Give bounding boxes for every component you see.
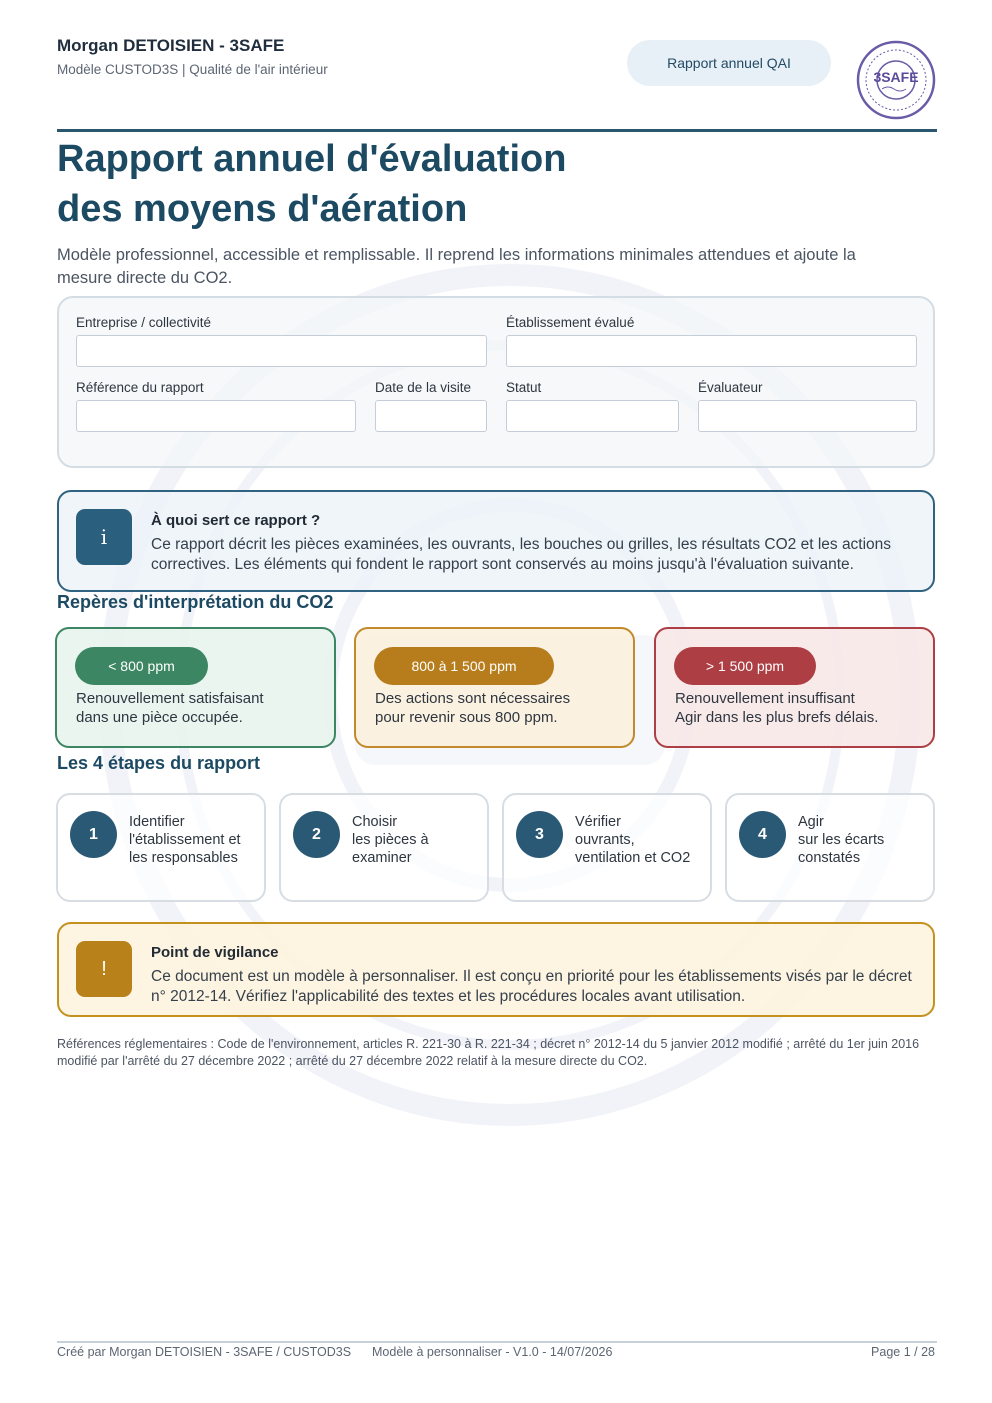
evaluator-label: Évaluateur bbox=[698, 380, 763, 395]
step-number-1: 1 bbox=[70, 811, 117, 858]
step-card-3 bbox=[502, 793, 712, 902]
footer-version: Modèle à personnaliser - V1.0 - 14/07/2026 bbox=[372, 1345, 613, 1359]
visit-date-field[interactable] bbox=[375, 400, 487, 432]
purpose-info-box bbox=[57, 490, 935, 592]
warning-icon: ! bbox=[76, 941, 132, 997]
info-icon: i bbox=[76, 509, 132, 565]
header-divider bbox=[57, 129, 937, 132]
warning-box-text: Ce document est un modèle à personnaliser. Il est conçu en priorité pour les établissements visés par le décret n° 2012-14. Vérifiez l'applicabilité des textes et les procédures locales avant utilisation. bbox=[151, 968, 912, 1005]
co2-desc-high: Renouvellement insuffisant Agir dans les plus brefs délais. bbox=[675, 690, 879, 726]
footer-page-number: Page 1 / 28 bbox=[871, 1345, 935, 1359]
logo-text: 3SAFE bbox=[873, 69, 919, 85]
footer-created-by: Créé par Morgan DETOISIEN - 3SAFE / CUSTOD3S bbox=[57, 1345, 352, 1359]
co2-pill-medium: 800 à 1 500 ppm bbox=[374, 647, 554, 685]
establishment-field[interactable] bbox=[506, 335, 917, 367]
step-card-4 bbox=[725, 793, 935, 902]
info-box-title: À quoi sert ce rapport ? bbox=[151, 512, 321, 529]
step-card-1 bbox=[56, 793, 266, 902]
status-field[interactable] bbox=[506, 400, 679, 432]
co2-section-heading: Repères d'interprétation du CO2 bbox=[57, 592, 334, 612]
visit-date-label: Date de la visite bbox=[375, 380, 472, 395]
step-text-4: Agir sur les écarts constatés bbox=[798, 814, 885, 866]
step-text-3: Vérifier ouvrants, ventilation et CO2 bbox=[575, 814, 691, 866]
step-text-2: Choisir les pièces à examiner bbox=[352, 814, 429, 866]
intro-paragraph: Modèle professionnel, accessible et remplissable. Il reprend les informations minimales attendues et ajoute la mesure directe du CO2. bbox=[57, 246, 856, 287]
title-line-1: Rapport annuel d'évaluation bbox=[57, 138, 567, 180]
co2-desc-medium: Des actions sont nécessaires pour revenir sous 800 ppm. bbox=[375, 690, 571, 726]
info-box-text: Ce rapport décrit les pièces examinées, les ouvrants, les bouches ou grilles, les résultats CO2 et les actions correctives. Les éléments qui fondent le rapport sont conservés au moins jusqu'à l'évaluation suivante. bbox=[151, 536, 892, 573]
co2-pill-high: > 1 500 ppm bbox=[674, 647, 816, 685]
author-name: Morgan DETOISIEN - 3SAFE bbox=[57, 36, 285, 55]
report-info-form bbox=[57, 296, 935, 468]
footer-divider bbox=[57, 1341, 937, 1343]
co2-pill-good: < 800 ppm bbox=[75, 647, 208, 685]
3safe-logo-stamp bbox=[855, 39, 937, 121]
status-label: Statut bbox=[506, 380, 542, 395]
reference-field[interactable] bbox=[76, 400, 356, 432]
regulatory-references: Références réglementaires : Code de l'environnement, articles R. 221-30 à R. 221-34 ; décret n° 2012-14 du 5 janvier 2012 modifié ; arrêté du 1er juin 2016 modifié par l'arrêté du 27 décembre 2022 ; arrêté du 27 décembre 2022 relatif à la mesure directe du CO2. bbox=[57, 1037, 920, 1068]
company-field[interactable] bbox=[76, 335, 487, 367]
step-number-2: 2 bbox=[293, 811, 340, 858]
co2-desc-good: Renouvellement satisfaisant dans une pièce occupée. bbox=[76, 690, 264, 726]
co2-card-good bbox=[55, 627, 336, 748]
warning-box-title: Point de vigilance bbox=[151, 944, 279, 961]
co2-card-medium bbox=[354, 627, 635, 748]
steps-section-heading: Les 4 étapes du rapport bbox=[57, 753, 261, 773]
step-number-3: 3 bbox=[516, 811, 563, 858]
reference-label: Référence du rapport bbox=[76, 380, 204, 395]
vigilance-warning-box bbox=[57, 922, 935, 1017]
report-type-pill: Rapport annuel QAI bbox=[627, 40, 831, 86]
step-card-2 bbox=[279, 793, 489, 902]
evaluator-field[interactable] bbox=[698, 400, 917, 432]
company-label: Entreprise / collectivité bbox=[76, 315, 212, 330]
establishment-label: Établissement évalué bbox=[506, 315, 635, 330]
step-number-4: 4 bbox=[739, 811, 786, 858]
title-line-2: des moyens d'aération bbox=[57, 188, 468, 230]
step-text-1: Identifier l'établissement et les responsables bbox=[129, 814, 241, 866]
page-title bbox=[57, 134, 566, 234]
co2-card-high bbox=[654, 627, 935, 748]
document-subtitle: Modèle CUSTOD3S | Qualité de l'air intérieur bbox=[57, 62, 328, 77]
